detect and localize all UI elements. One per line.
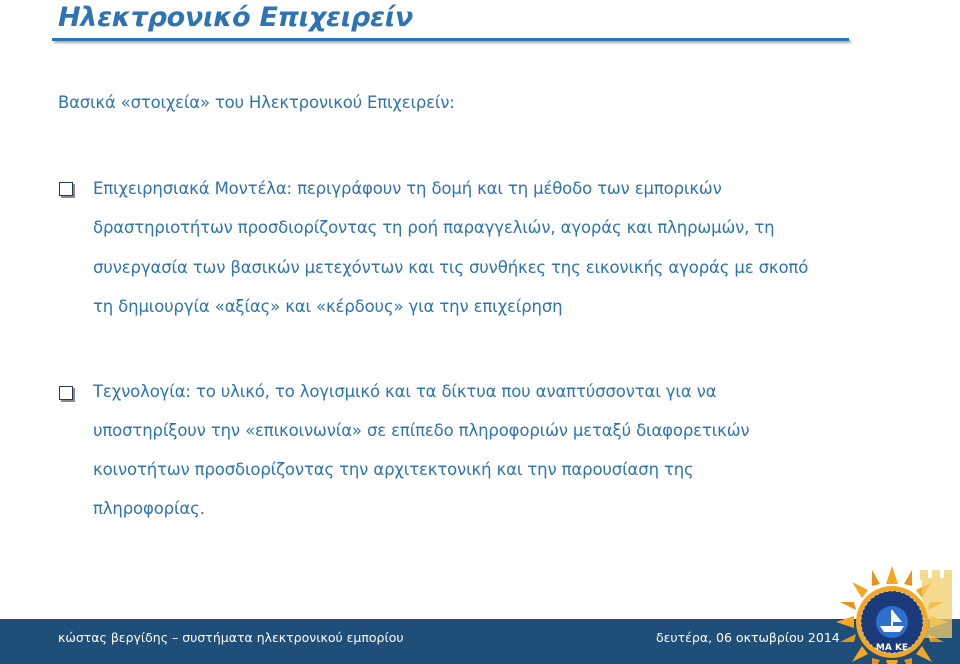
footer-date: δευτέρα, 06 οκτωβρίου 2014 (656, 630, 840, 645)
bullet-1-line-2: δραστηριοτήτων προσδιορίζοντας τη ροή παραγγελιών, αγοράς και πληρωμών, τη (93, 218, 775, 237)
sun-emblem-icon (836, 560, 960, 664)
bullet-2-line-1: Τεχνολογία: το υλικό, το λογισμικό και τα δίκτυα που αναπτύσσονται για να (93, 382, 717, 401)
slide-title: Ηλεκτρονικό Επιχειρείν (58, 2, 413, 33)
bullet-2-line-3: κοινοτήτων προσδιορίζοντας την αρχιτεκτονική και την παρουσίαση της (93, 460, 694, 479)
bullet-2-line-2: υποστηρίξουν την «επικοινωνία» σε επίπεδο πληροφοριών μεταξύ διαφορετικών (93, 421, 750, 440)
bullet-1-line-4: τη δημιουργία «αξίας» και «κέρδους» για την επιχείρηση (93, 297, 563, 316)
bullet-2-line-4: πληροφορίας. (93, 499, 205, 518)
footer-author: κώστας βεργίδης – συστήματα ηλεκτρονικού εμπορίου (58, 630, 404, 645)
logo-text: ΜΑ ΚΕ (875, 643, 909, 653)
bullet-1-line-3: συνεργασία των βασικών μετεχόντων και τις συνθήκες της εικονικής αγοράς με σκοπό (93, 258, 809, 277)
bullet-checkbox-icon (59, 182, 73, 196)
bullet-checkbox-icon (59, 386, 73, 400)
bullet-1-line-1: Επιχειρησιακά Μοντέλα: περιγράφουν τη δομή και τη μέθοδο των εμπορικών (93, 179, 722, 198)
slide-subtitle: Βασικά «στοιχεία» του Ηλεκτρονικού Επιχειρείν: (58, 93, 455, 112)
title-underline (52, 38, 849, 41)
